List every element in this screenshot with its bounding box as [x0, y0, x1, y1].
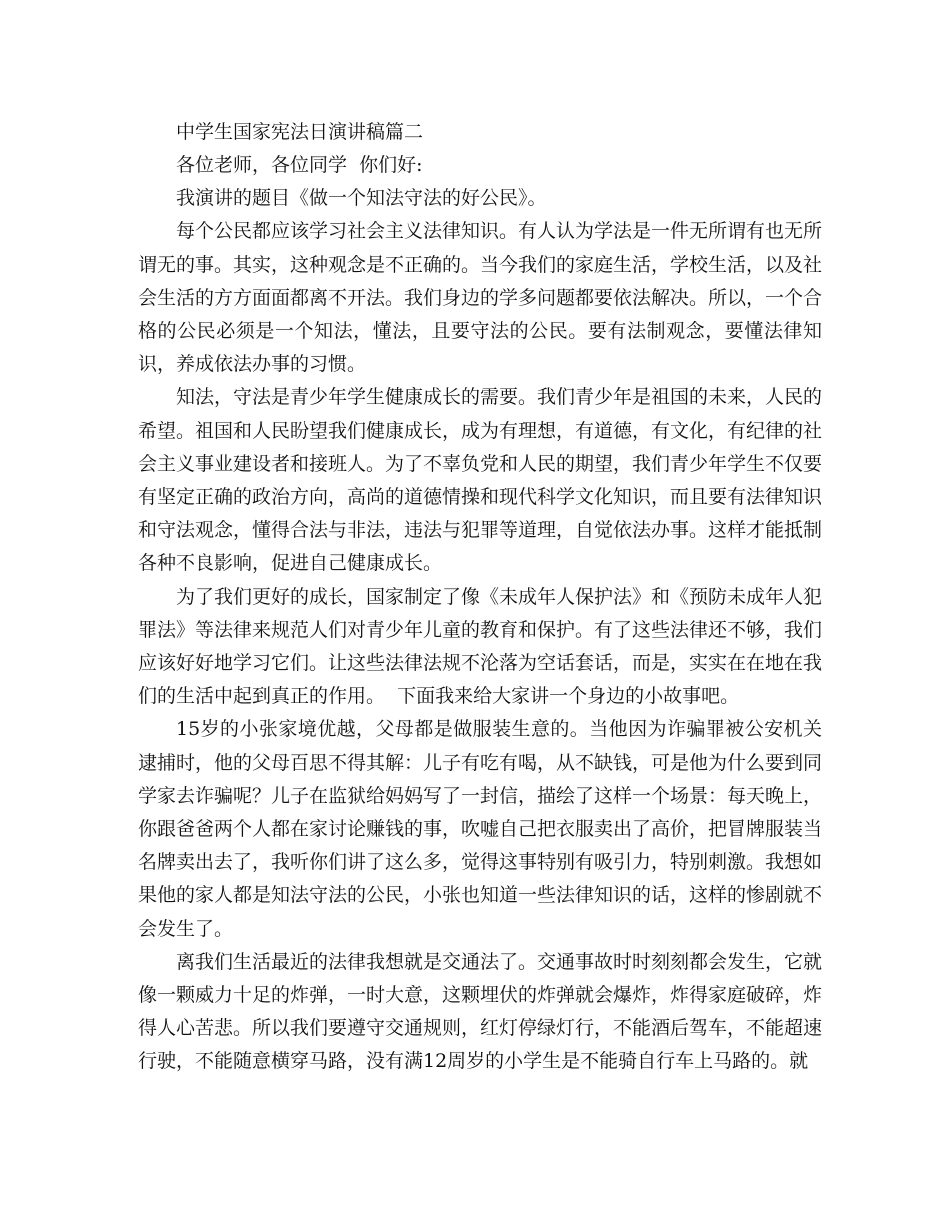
paragraph-5: 离我们生活最近的法律我想就是交通法了。交通事故时时刻刻都会发生，它就像一颗威力十足的炸弹，一时大意，这颗埋伏的炸弹就会爆炸，炸得家庭破碎，炸得人心苦悲。所以我们要遵守交通规则，红灯停绿灯行，不能酒后驾车，不能超速行驶，不能随意横穿马路，没有满12周岁的小学生是不能骑自行车上马路的。就 — [138, 950, 823, 1073]
greeting-line: 各位老师，各位同学 你们好: — [176, 154, 423, 176]
paragraph-2: 知法，守法是青少年学生健康成长的需要。我们青少年是祖国的未来，人民的希望。祖国和人民盼望我们健康成长，成为有理想，有道德，有文化，有纪律的社会主义事业建设者和接班人。为了不辜负党和人民的期望，我们青少年学生不仅要有坚定正确的政治方向，高尚的道德情操和现代科学文化知识，而且要有法律知识和守法观念，懂得合法与非法，违法与犯罪等道理，自觉依法办事。这样才能抵制各种不良影响，促进自己健康成长。 — [138, 386, 823, 575]
paragraph-4: 15岁的小张家境优越，父母都是做服装生意的。当他因为诈骗罪被公安机关逮捕时，他的父母百思不得其解：儿子有吃有喝，从不缺钱，可是他为什么要到同学家去诈骗呢？儿子在监狱给妈妈写了一封信，描绘了这样一个场景：每天晚上，你跟爸爸两个人都在家讨论赚钱的事，吹嘘自己把衣服卖出了高价，把冒牌服装当名牌卖出去了，我听你们讲了这么多，觉得这事特别有吸引力，特别刺激。我想如果他的家人都是知法守法的公民，小张也知道一些法律知识的话，这样的惨剧就不会发生了。 — [138, 718, 823, 940]
paragraph-1: 每个公民都应该学习社会主义法律知识。有人认为学法是一件无所谓有也无所谓无的事。其实，这种观念是不正确的。当今我们的家庭生活，学校生活，以及社会生活的方方面面都离不开法。我们身边的学多问题都要依法解决。所以，一个合格的公民必须是一个知法，懂法，且要守法的公民。要有法制观念，要懂法律知识，养成依法办事的习惯。 — [138, 220, 823, 376]
document-title: 中学生国家宪法日演讲稿篇二 — [176, 121, 424, 143]
document-body — [138, 116, 822, 1079]
speech-topic: 我演讲的题目《做一个知法守法的好公民》。 — [176, 187, 547, 210]
paragraph-3: 为了我们更好的成长，国家制定了像《未成年人保护法》和《预防未成年人犯罪法》等法律来规范人们对青少年儿童的教育和保护。有了这些法律还不够，我们应该好好地学习它们。让这些法律法规不沦落为空话套话，而是，实实在在地在我们的生活中起到真正的作用。 下面我来给大家讲一个身边的小故事吧。 — [138, 585, 823, 708]
